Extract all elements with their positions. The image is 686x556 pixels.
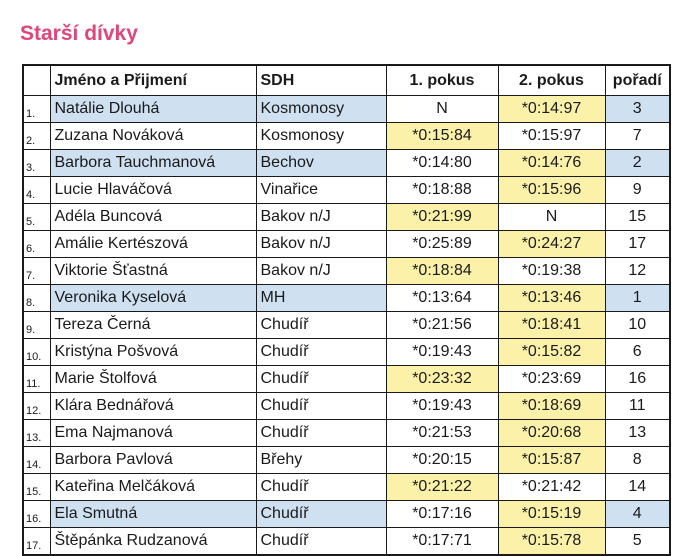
competitor-name: Ela Smutná: [50, 501, 256, 528]
row-number: 5.: [23, 204, 50, 231]
second-attempt-time: *0:14:97: [498, 96, 605, 123]
team-sdh: Chudíř: [256, 420, 386, 447]
row-number: 2.: [23, 123, 50, 150]
row-number: 7.: [23, 258, 50, 285]
first-attempt-time: *0:18:88: [386, 177, 498, 204]
table-row: [23, 393, 670, 420]
table-row: [23, 528, 670, 556]
team-sdh: Vinařice: [256, 177, 386, 204]
first-attempt-time: *0:17:16: [386, 501, 498, 528]
second-attempt-time: *0:18:41: [498, 312, 605, 339]
rank-value: 13: [605, 420, 670, 447]
table-row: [23, 501, 670, 528]
row-number: 17.: [23, 528, 50, 556]
header-sdh: SDH: [256, 65, 386, 96]
rank-value: 2: [605, 150, 670, 177]
first-attempt-time: *0:19:43: [386, 393, 498, 420]
competitor-name: Veronika Kyselová: [50, 285, 256, 312]
competitor-name: Amálie Kertészová: [50, 231, 256, 258]
first-attempt-time: N: [386, 96, 498, 123]
team-sdh: Chudíř: [256, 393, 386, 420]
row-number: 6.: [23, 231, 50, 258]
competitor-name: Adéla Buncová: [50, 204, 256, 231]
rank-value: 6: [605, 339, 670, 366]
second-attempt-time: *0:15:82: [498, 339, 605, 366]
page-title: Starší dívky: [20, 22, 138, 45]
table-row: [23, 339, 670, 366]
table-row: [23, 123, 670, 150]
row-number: 12.: [23, 393, 50, 420]
table-row: [23, 366, 670, 393]
competitor-name: Štěpánka Rudzanová: [50, 528, 256, 556]
row-number: 11.: [23, 366, 50, 393]
row-number: 8.: [23, 285, 50, 312]
rank-value: 12: [605, 258, 670, 285]
first-attempt-time: *0:21:22: [386, 474, 498, 501]
second-attempt-time: *0:23:69: [498, 366, 605, 393]
rank-value: 9: [605, 177, 670, 204]
row-number: 10.: [23, 339, 50, 366]
header-rank: pořadí: [605, 65, 670, 96]
competitor-name: Tereza Černá: [50, 312, 256, 339]
second-attempt-time: *0:15:96: [498, 177, 605, 204]
second-attempt-time: N: [498, 204, 605, 231]
competitor-name: Kristýna Pošvová: [50, 339, 256, 366]
rank-value: 5: [605, 528, 670, 556]
team-sdh: Chudíř: [256, 312, 386, 339]
team-sdh: Chudíř: [256, 339, 386, 366]
row-number: 15.: [23, 474, 50, 501]
table-header-row: [23, 65, 670, 96]
first-attempt-time: *0:19:43: [386, 339, 498, 366]
table-row: [23, 420, 670, 447]
second-attempt-time: *0:19:38: [498, 258, 605, 285]
competitor-name: Viktorie Šťastná: [50, 258, 256, 285]
team-sdh: Chudíř: [256, 366, 386, 393]
team-sdh: Bakov n/J: [256, 231, 386, 258]
table-row: [23, 285, 670, 312]
team-sdh: Kosmonosy: [256, 96, 386, 123]
competitor-name: Barbora Tauchmanová: [50, 150, 256, 177]
second-attempt-time: *0:15:97: [498, 123, 605, 150]
row-number: 13.: [23, 420, 50, 447]
row-number: 14.: [23, 447, 50, 474]
team-sdh: Chudíř: [256, 528, 386, 556]
header-name: Jméno a Přijmení: [50, 65, 256, 96]
team-sdh: MH: [256, 285, 386, 312]
first-attempt-time: *0:14:80: [386, 150, 498, 177]
competitor-name: Marie Štolfová: [50, 366, 256, 393]
rank-value: 10: [605, 312, 670, 339]
second-attempt-time: *0:20:68: [498, 420, 605, 447]
first-attempt-time: *0:21:53: [386, 420, 498, 447]
rank-value: 3: [605, 96, 670, 123]
table-row: [23, 96, 670, 123]
table-row: [23, 204, 670, 231]
competitor-name: Klára Bednářová: [50, 393, 256, 420]
results-table: [22, 64, 671, 556]
first-attempt-time: *0:25:89: [386, 231, 498, 258]
second-attempt-time: *0:21:42: [498, 474, 605, 501]
rank-value: 11: [605, 393, 670, 420]
table-row: [23, 258, 670, 285]
team-sdh: Bakov n/J: [256, 204, 386, 231]
second-attempt-time: *0:14:76: [498, 150, 605, 177]
competitor-name: Ema Najmanová: [50, 420, 256, 447]
competitor-name: Zuzana Nováková: [50, 123, 256, 150]
table-row: [23, 150, 670, 177]
rank-value: 16: [605, 366, 670, 393]
first-attempt-time: *0:17:71: [386, 528, 498, 556]
row-number: 1.: [23, 96, 50, 123]
first-attempt-time: *0:21:56: [386, 312, 498, 339]
competitor-name: Natálie Dlouhá: [50, 96, 256, 123]
first-attempt-time: *0:21:99: [386, 204, 498, 231]
rank-value: 14: [605, 474, 670, 501]
team-sdh: Bechov: [256, 150, 386, 177]
team-sdh: Kosmonosy: [256, 123, 386, 150]
rank-value: 8: [605, 447, 670, 474]
table-row: [23, 231, 670, 258]
competitor-name: Barbora Pavlová: [50, 447, 256, 474]
competitor-name: Kateřina Melčáková: [50, 474, 256, 501]
row-number: 9.: [23, 312, 50, 339]
header-first-attempt: 1. pokus: [386, 65, 498, 96]
team-sdh: Chudíř: [256, 474, 386, 501]
row-number: 4.: [23, 177, 50, 204]
second-attempt-time: *0:15:87: [498, 447, 605, 474]
first-attempt-time: *0:13:64: [386, 285, 498, 312]
competitor-name: Lucie Hlaváčová: [50, 177, 256, 204]
second-attempt-time: *0:15:19: [498, 501, 605, 528]
header-second-attempt: 2. pokus: [498, 65, 605, 96]
second-attempt-time: *0:15:78: [498, 528, 605, 556]
first-attempt-time: *0:18:84: [386, 258, 498, 285]
rank-value: 4: [605, 501, 670, 528]
table-row: [23, 177, 670, 204]
team-sdh: Břehy: [256, 447, 386, 474]
first-attempt-time: *0:20:15: [386, 447, 498, 474]
second-attempt-time: *0:18:69: [498, 393, 605, 420]
team-sdh: Bakov n/J: [256, 258, 386, 285]
first-attempt-time: *0:15:84: [386, 123, 498, 150]
second-attempt-time: *0:13:46: [498, 285, 605, 312]
rank-value: 1: [605, 285, 670, 312]
second-attempt-time: *0:24:27: [498, 231, 605, 258]
table-row: [23, 474, 670, 501]
row-number: 16.: [23, 501, 50, 528]
rank-value: 17: [605, 231, 670, 258]
rank-value: 15: [605, 204, 670, 231]
table-row: [23, 447, 670, 474]
rank-value: 7: [605, 123, 670, 150]
first-attempt-time: *0:23:32: [386, 366, 498, 393]
table-row: [23, 312, 670, 339]
team-sdh: Chudíř: [256, 501, 386, 528]
header-number: [23, 65, 50, 96]
row-number: 3.: [23, 150, 50, 177]
